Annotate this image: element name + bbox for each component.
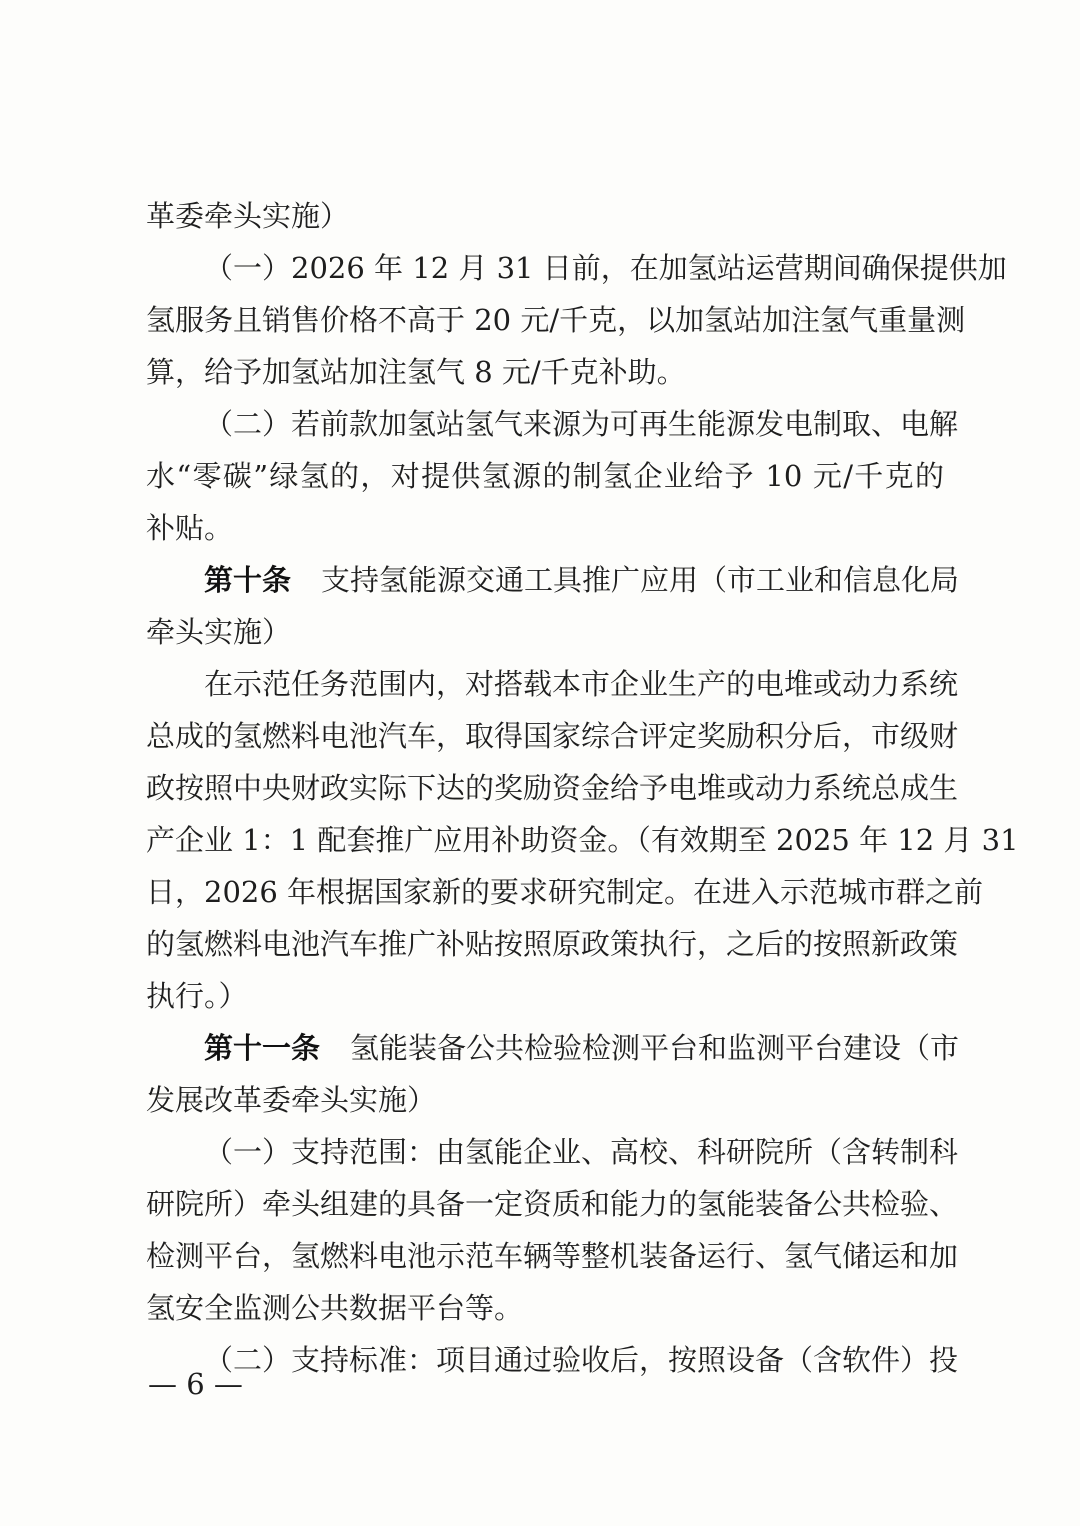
text-line: 检测平台，氢燃料电池示范车辆等整机装备运行、氢气储运和加 [146, 1239, 959, 1273]
page-number: — 6 — [148, 1367, 243, 1401]
text-line: 水“零碳”绿氢的，对提供氢源的制氢企业给予 10 元/千克的 [146, 459, 944, 493]
text-span: 支持氢能源交通工具推广应用（市工业和信息化局 [321, 563, 960, 597]
text-line: 政按照中央财政实际下达的奖励资金给予电堆或动力系统总成生 [146, 771, 959, 805]
text-line: 补贴。 [146, 511, 234, 545]
text-line: 的氢燃料电池汽车推广补贴按照原政策执行，之后的按照新政策 [146, 927, 959, 961]
article-heading: 第十一条 [204, 1031, 321, 1065]
article-11-line [146, 1022, 960, 1074]
article-heading: 第十条 [204, 563, 292, 597]
text-line: 革委牵头实施） [146, 199, 350, 233]
text-line: 执行。） [146, 979, 248, 1013]
text-line: 产企业 1：1 配套推广应用补助资金。（有效期至 2025 年 12 月 31 [146, 823, 1019, 857]
text-line: 氢服务且销售价格不高于 20 元/千克，以加氢站加注氢气重量测 [146, 303, 966, 337]
text-line: 发展改革委牵头实施） [146, 1083, 437, 1117]
text-line: 算，给予加氢站加注氢气 8 元/千克补助。 [146, 355, 686, 389]
text-line: 氢安全监测公共数据平台等。 [146, 1291, 524, 1325]
text-line: 在示范任务范围内，对搭载本市企业生产的电堆或动力系统 [204, 667, 959, 701]
article-10-line [146, 554, 960, 606]
text-line: 日，2026 年根据国家新的要求研究制定。在进入示范城市群之前 [146, 875, 984, 909]
text-line: 研院所）牵头组建的具备一定资质和能力的氢能装备公共检验、 [146, 1187, 959, 1221]
text-line: （二）若前款加氢站氢气来源为可再生能源发电制取、电解 [204, 407, 959, 441]
text-span: 氢能装备公共检验检测平台和监测平台建设（市 [350, 1031, 960, 1065]
text-line: 牵头实施） [146, 615, 292, 649]
text-line: 总成的氢燃料电池汽车，取得国家综合评定奖励积分后，市级财 [146, 719, 959, 753]
text-line: （一）支持范围：由氢能企业、高校、科研院所（含转制科 [204, 1135, 959, 1169]
text-line: （一）2026 年 12 月 31 日前，在加氢站运营期间确保提供加 [204, 251, 1007, 285]
text-line: （二）支持标准：项目通过验收后，按照设备（含软件）投 [204, 1343, 959, 1377]
